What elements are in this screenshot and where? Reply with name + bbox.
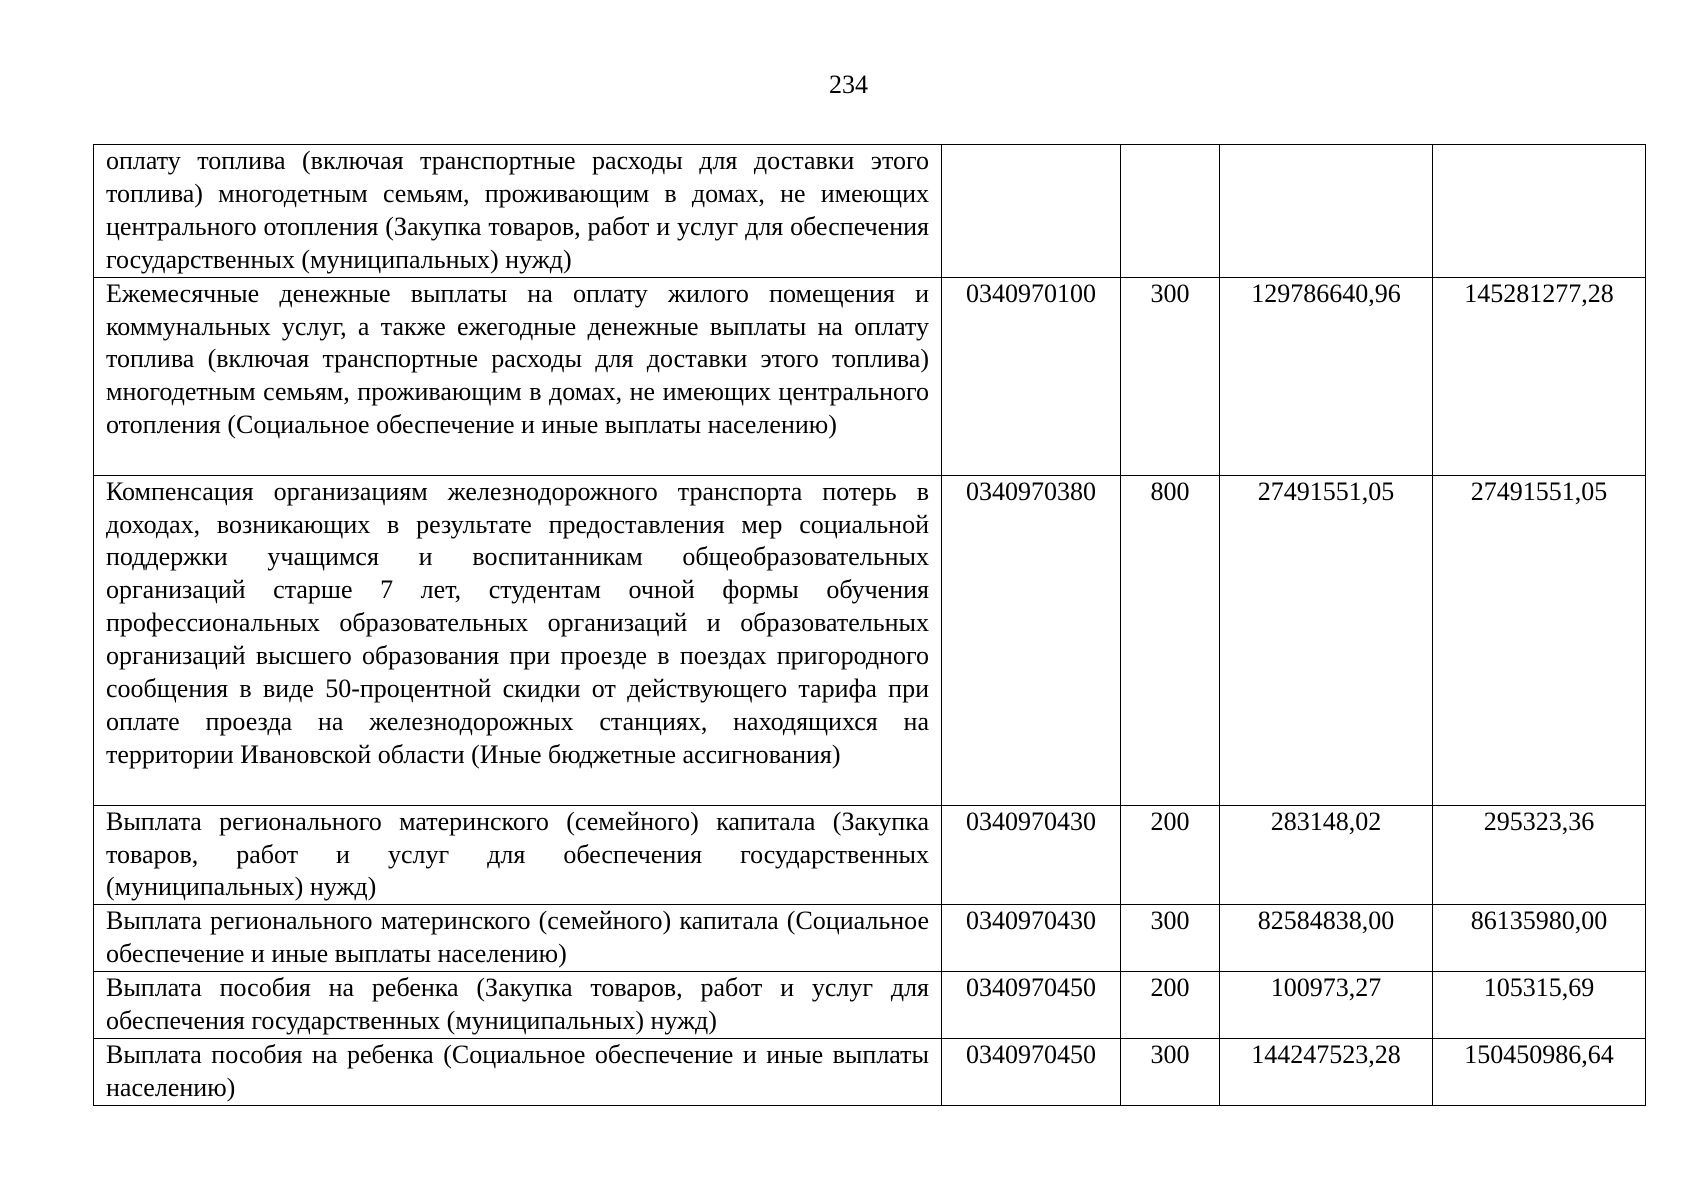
expense-type-cell: 200 [1121, 805, 1220, 905]
target-code-cell [942, 145, 1121, 278]
expense-name-cell: Выплата пособия на ребенка (Социальное обеспечение и иные выплаты населению) [94, 1038, 942, 1105]
table-row [94, 1038, 1646, 1105]
table-row [94, 805, 1646, 905]
expense-name-cell: Ежемесячные денежные выплаты на оплату жилого помещения и коммунальных услуг, а также ежегодные денежные выплаты на оплату топлива (включая транспортные расходы для доставки этого топлива) многодетным семьям, проживающим в домах, не имеющих центрального отопления (Социальное обеспечение и иные выплаты населению) [94, 277, 942, 475]
amount-year-1-cell: 129786640,96 [1220, 277, 1433, 475]
expense-name-cell: Выплата регионального материнского (семейного) капитала (Закупка товаров, работ и услуг для обеспечения государственных (муниципальных) нужд) [94, 805, 942, 905]
amount-year-2-cell: 86135980,00 [1433, 905, 1646, 972]
expense-type-cell: 300 [1121, 1038, 1220, 1105]
amount-year-1-cell: 27491551,05 [1220, 475, 1433, 805]
page-number: 234 [829, 70, 868, 99]
target-code-cell: 0340970430 [942, 805, 1121, 905]
expense-name-cell: оплату топлива (включая транспортные расходы для доставки этого топлива) многодетным семьям, проживающим в домах, не имеющих центрального отопления (Закупка товаров, работ и услуг для обеспечения государственных (муниципальных) нужд) [94, 145, 942, 278]
table-row [94, 475, 1646, 805]
amount-year-1-cell: 82584838,00 [1220, 905, 1433, 972]
expense-name-cell: Выплата пособия на ребенка (Закупка товаров, работ и услуг для обеспечения государственных (муниципальных) нужд) [94, 972, 942, 1039]
amount-year-1-cell: 100973,27 [1220, 972, 1433, 1039]
table-row [94, 905, 1646, 972]
expense-type-cell [1121, 145, 1220, 278]
amount-year-2-cell [1433, 145, 1646, 278]
target-code-cell: 0340970450 [942, 972, 1121, 1039]
expense-type-cell: 800 [1121, 475, 1220, 805]
amount-year-2-cell: 27491551,05 [1433, 475, 1646, 805]
target-code-cell: 0340970430 [942, 905, 1121, 972]
expense-name-cell: Компенсация организациям железнодорожного транспорта потерь в доходах, возникающих в результате предоставления мер социальной поддержки учащимся и воспитанникам общеобразовательных организаций старше 7 лет, студентам очной формы обучения профессиональных образовательных организаций и образовательных организаций высшего образования при проезде в поездах пригородного сообщения в виде 50-процентной скидки от действующего тарифа при оплате проезда на железнодорожных станциях, находящихся на территории Ивановской области (Иные бюджетные ассигнования) [94, 475, 942, 805]
amount-year-1-cell: 144247523,28 [1220, 1038, 1433, 1105]
target-code-cell: 0340970100 [942, 277, 1121, 475]
amount-year-1-cell [1220, 145, 1433, 278]
amount-year-2-cell: 295323,36 [1433, 805, 1646, 905]
expense-name-cell: Выплата регионального материнского (семейного) капитала (Социальное обеспечение и иные выплаты населению) [94, 905, 942, 972]
target-code-cell: 0340970450 [942, 1038, 1121, 1105]
target-code-cell: 0340970380 [942, 475, 1121, 805]
table-row [94, 145, 1646, 278]
expense-type-cell: 300 [1121, 905, 1220, 972]
amount-year-2-cell: 105315,69 [1433, 972, 1646, 1039]
expense-type-cell: 200 [1121, 972, 1220, 1039]
table-row [94, 277, 1646, 475]
table-row [94, 972, 1646, 1039]
amount-year-1-cell: 283148,02 [1220, 805, 1433, 905]
budget-table [93, 144, 1646, 1106]
expense-type-cell: 300 [1121, 277, 1220, 475]
amount-year-2-cell: 150450986,64 [1433, 1038, 1646, 1105]
amount-year-2-cell: 145281277,28 [1433, 277, 1646, 475]
